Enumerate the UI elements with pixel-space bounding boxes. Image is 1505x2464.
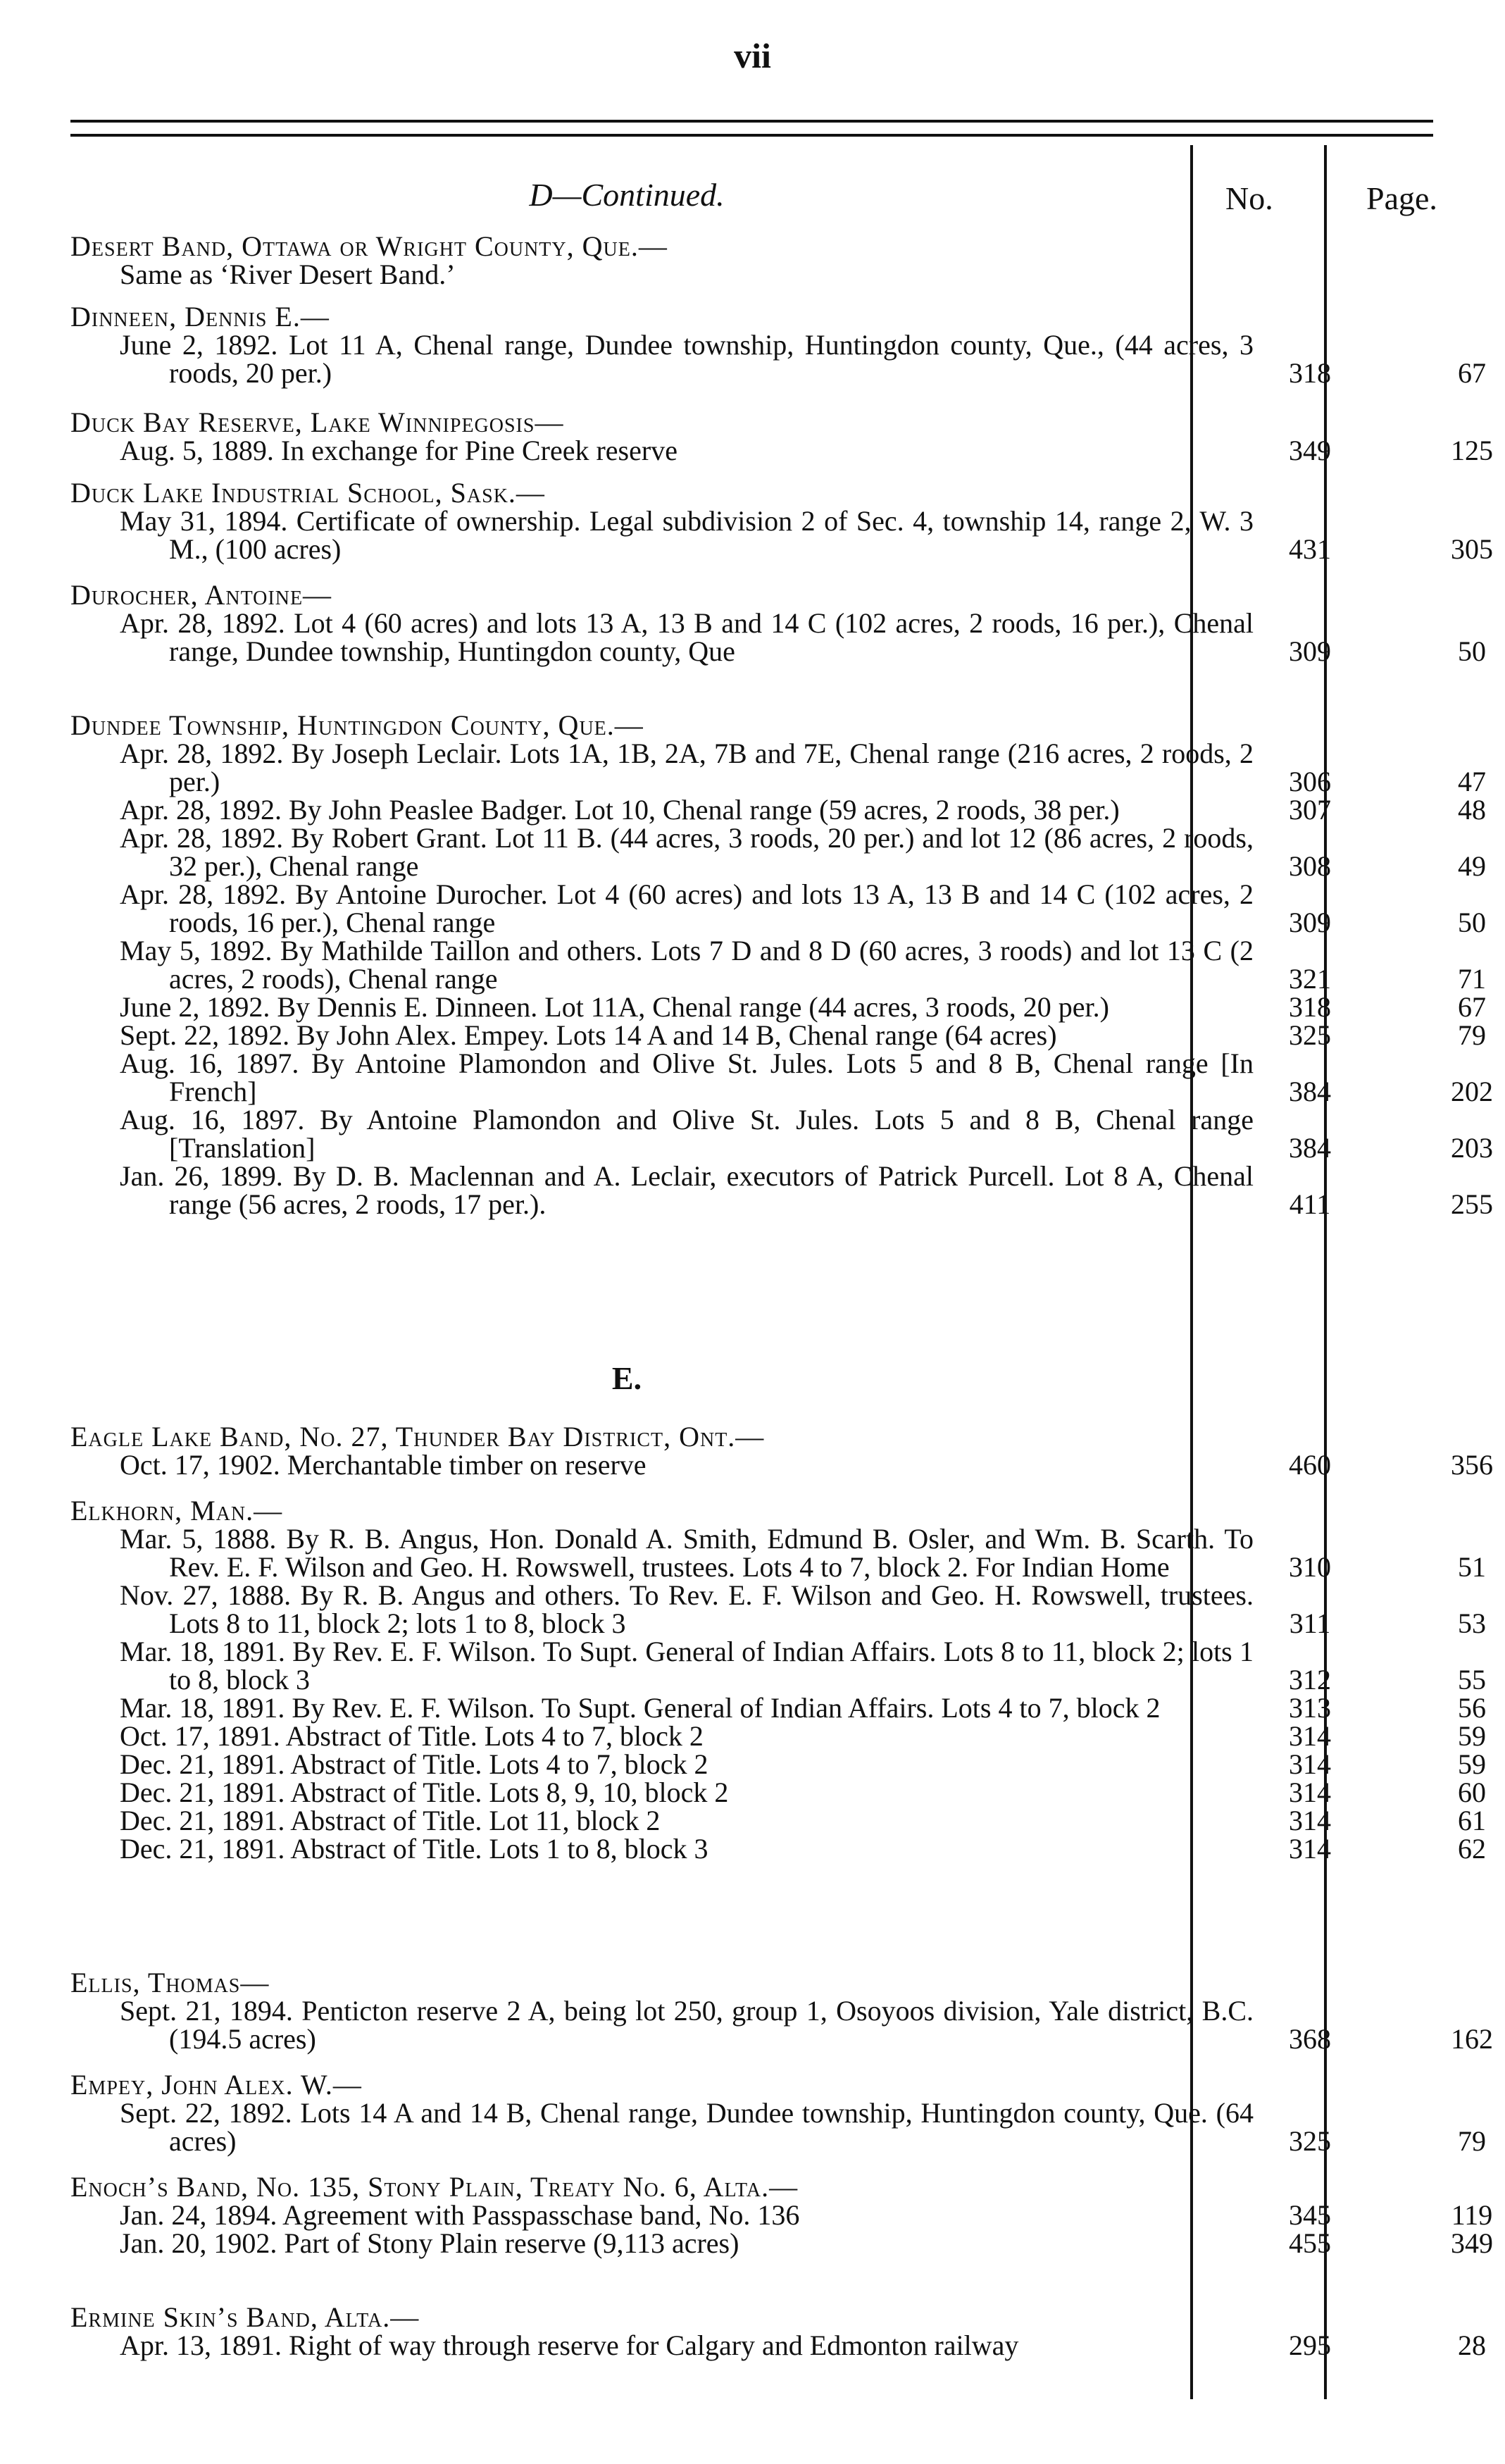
entry-page: 50 xyxy=(1458,635,1486,667)
entry-text: Sept. 22, 1892. Lots 14 A and 14 B, Chenal range, Dundee township, Huntingdon county, Que. (64 acres) xyxy=(120,2097,1254,2157)
index-entry xyxy=(70,1748,1486,1780)
entry-number: 306 xyxy=(1289,766,1331,797)
entry-page: 56 xyxy=(1458,1692,1486,1724)
entry-page: 50 xyxy=(1458,907,1486,938)
index-entry xyxy=(70,1449,1493,1481)
entry-number: 460 xyxy=(1289,1449,1331,1481)
entry-page: 62 xyxy=(1458,1833,1486,1865)
entry-number: 384 xyxy=(1289,1076,1331,1107)
entry-text: Oct. 17, 1891. Abstract of Title. Lots 4 to 7, block 2 xyxy=(120,1720,704,1752)
group-heading: Duck Lake Industrial School, Sask.— xyxy=(70,477,545,509)
entry-number: 411 xyxy=(1289,1188,1331,1220)
entry-page: 48 xyxy=(1458,794,1486,826)
entry-number: 314 xyxy=(1289,1748,1331,1780)
entry-number: 325 xyxy=(1289,1019,1331,1051)
entry-text: May 5, 1892. By Mathilde Taillon and others. Lots 7 D and 8 D (60 acres, 3 roods) and lot 13 C (2 acres, 2 roods), Chenal range xyxy=(120,935,1254,995)
entry-text: May 31, 1894. Certificate of ownership. Legal subdivision 2 of Sec. 4, township 14, range 2, W. 3 M., (100 acres) xyxy=(120,505,1254,565)
entry-number: 308 xyxy=(1289,850,1331,882)
index-entry xyxy=(70,935,1486,995)
section-d-continued-heading: D—Continued. xyxy=(529,177,725,213)
column-header-page: Page. xyxy=(1366,180,1437,216)
entry-text: Apr. 28, 1892. By Antoine Durocher. Lot 4 (60 acres) and lots 13 A, 13 B and 14 C (102 acres, 2 roods, 16 per.), Chenal range xyxy=(120,878,1254,938)
entry-number: 318 xyxy=(1289,991,1331,1023)
index-group-duck-bay-reserve xyxy=(70,406,1493,466)
group-heading: Desert Band, Ottawa or Wright County, Que.— xyxy=(70,230,668,262)
entry-text: Aug. 16, 1897. By Antoine Plamondon and Olive St. Jules. Lots 5 and 8 B, Chenal range [In French] xyxy=(120,1047,1254,1107)
entry-number: 309 xyxy=(1289,635,1331,667)
group-heading: Elkhorn, Man.— xyxy=(70,1495,283,1526)
index-entry xyxy=(70,2199,1493,2231)
index-group-empey xyxy=(70,2069,1486,2157)
entry-page: 49 xyxy=(1458,850,1486,882)
group-heading: Empey, John Alex. W.— xyxy=(70,2069,362,2101)
entry-number: 312 xyxy=(1289,1664,1331,1695)
header-rule-top xyxy=(70,120,1433,123)
entry-page: 47 xyxy=(1458,766,1486,797)
index-entry xyxy=(70,1995,1493,2055)
group-heading: Durocher, Antoine— xyxy=(70,579,332,611)
entry-text: June 2, 1892. Lot 11 A, Chenal range, Dundee township, Huntingdon county, Que., (44 acres, 3 roods, 20 per.) xyxy=(120,329,1254,389)
entry-number: 318 xyxy=(1289,357,1331,389)
entry-number: 314 xyxy=(1289,1720,1331,1752)
entry-text: Apr. 28, 1892. By Joseph Leclair. Lots 1A, 1B, 2A, 7B and 7E, Chenal range (216 acres, 2 roods, 2 per.) xyxy=(120,738,1254,797)
entry-page: 71 xyxy=(1458,963,1486,995)
index-entry xyxy=(70,329,1486,389)
index-group-desert-band xyxy=(70,232,1433,289)
entry-page: 60 xyxy=(1458,1777,1486,1808)
index-entry xyxy=(70,1019,1486,1051)
entry-page: 28 xyxy=(1458,2329,1486,2361)
entry-text: Jan. 20, 1902. Part of Stony Plain reserve (9,113 acres) xyxy=(120,2227,739,2259)
index-group-elkhorn xyxy=(70,1495,1486,1865)
entry-text: Aug. 5, 1889. In exchange for Pine Creek reserve xyxy=(120,435,677,466)
entry-page: 53 xyxy=(1458,1607,1486,1639)
entry-page: 67 xyxy=(1458,357,1486,389)
entry-page: 55 xyxy=(1458,1664,1486,1695)
index-entry xyxy=(70,1805,1486,1836)
entry-text: Apr. 13, 1891. Right of way through reserve for Calgary and Edmonton railway xyxy=(120,2329,1019,2361)
column-header-no: No. xyxy=(1225,180,1273,216)
entry-text: June 2, 1892. By Dennis E. Dinneen. Lot 11A, Chenal range (44 acres, 3 roods, 20 per.) xyxy=(120,991,1109,1023)
entry-text: Apr. 28, 1892. By John Peaslee Badger. Lot 10, Chenal range (59 acres, 2 roods, 38 per.) xyxy=(120,794,1120,826)
index-entry xyxy=(70,1104,1493,1164)
index-entry xyxy=(70,1692,1486,1724)
entry-text: Apr. 28, 1892. Lot 4 (60 acres) and lots 13 A, 13 B and 14 C (102 acres, 2 roods, 16 per.), Chenal range, Dundee township, Huntingdon county, Que xyxy=(120,607,1254,667)
entry-text: Oct. 17, 1902. Merchantable timber on reserve xyxy=(120,1449,647,1481)
entry-text: Jan. 26, 1899. By D. B. Maclennan and A. Leclair, executors of Patrick Purcell. Lot 8 A, Chenal range (56 acres, 2 roods, 17 per.). xyxy=(120,1160,1254,1220)
entry-number: 368 xyxy=(1289,2023,1331,2055)
group-heading: Dinneen, Dennis E.— xyxy=(70,301,330,332)
group-heading: Eagle Lake Band, No. 27, Thunder Bay District, Ont.— xyxy=(70,1421,765,1452)
entry-text: Dec. 21, 1891. Abstract of Title. Lot 11, block 2 xyxy=(120,1805,661,1836)
entry-text: Aug. 16, 1897. By Antoine Plamondon and Olive St. Jules. Lots 5 and 8 B, Chenal range [Translation] xyxy=(120,1104,1254,1164)
entry-number: 313 xyxy=(1289,1692,1331,1724)
entry-page: 59 xyxy=(1458,1720,1486,1752)
entry-text: Mar. 18, 1891. By Rev. E. F. Wilson. To Supt. General of Indian Affairs. Lots 4 to 7, block 2 xyxy=(120,1692,1161,1724)
entry-number: 325 xyxy=(1289,2125,1331,2157)
entry-text: Sept. 21, 1894. Penticton reserve 2 A, being lot 250, group 1, Osoyoos division, Yale district, B.C. (194.5 acres) xyxy=(120,1995,1254,2055)
index-entry xyxy=(70,1523,1486,1583)
entry-text: Mar. 18, 1891. By Rev. E. F. Wilson. To Supt. General of Indian Affairs. Lots 8 to 11, block 2; lots 1 to 8, block 3 xyxy=(120,1636,1254,1695)
entry-text: Mar. 5, 1888. By R. B. Angus, Hon. Donald A. Smith, Edmund B. Osler, and Wm. B. Scarth. To Rev. E. F. Wilson and Geo. H. Rowswell, trustees. Lots 4 to 7, block 2. For Indian Home xyxy=(120,1523,1254,1583)
entry-page: 356 xyxy=(1451,1449,1493,1481)
index-entry xyxy=(70,2329,1486,2361)
entry-text: Nov. 27, 1888. By R. B. Angus and others. To Rev. E. F. Wilson and Geo. H. Rowswell, trustees. Lots 8 to 11, block 2; lots 1 to 8, block 3 xyxy=(120,1579,1254,1639)
entry-page: 79 xyxy=(1458,2125,1486,2157)
entry-number: 384 xyxy=(1289,1132,1331,1164)
index-entry xyxy=(70,1833,1486,1865)
entry-number: 310 xyxy=(1289,1551,1331,1583)
index-group-ellis xyxy=(70,1967,1493,2055)
entry-page: 203 xyxy=(1451,1132,1493,1164)
entry-number: 349 xyxy=(1289,435,1331,466)
index-entry xyxy=(70,1160,1493,1220)
entry-text: Dec. 21, 1891. Abstract of Title. Lots 1 to 8, block 3 xyxy=(120,1833,708,1865)
index-group-ermine-skins-band xyxy=(70,2301,1486,2361)
entry-page: 119 xyxy=(1451,2199,1493,2231)
index-entry xyxy=(70,794,1486,826)
page-number: vii xyxy=(734,36,771,75)
index-entry xyxy=(70,1636,1486,1695)
index-entry xyxy=(70,2227,1493,2259)
index-entry xyxy=(70,2097,1486,2157)
entry-page: 349 xyxy=(1451,2227,1493,2259)
entry-number: 295 xyxy=(1289,2329,1331,2361)
entry-number: 431 xyxy=(1289,533,1331,565)
index-entry xyxy=(70,1777,1486,1808)
entry-number: 307 xyxy=(1289,794,1331,826)
entry-text: Sept. 22, 1892. By John Alex. Empey. Lots 14 A and 14 B, Chenal range (64 acres) xyxy=(120,1019,1057,1051)
entry-text: Jan. 24, 1894. Agreement with Passpasschase band, No. 136 xyxy=(120,2199,800,2231)
index-group-duck-lake-school xyxy=(70,477,1493,565)
entry-number: 314 xyxy=(1289,1805,1331,1836)
index-entry xyxy=(70,822,1486,882)
entry-number: 455 xyxy=(1289,2227,1331,2259)
entry-text: Apr. 28, 1892. By Robert Grant. Lot 11 B. (44 acres, 3 roods, 20 per.) and lot 12 (86 acres, 2 roods, 32 per.), Chenal range xyxy=(120,822,1254,882)
entry-text: Dec. 21, 1891. Abstract of Title. Lots 4 to 7, block 2 xyxy=(120,1748,708,1780)
group-heading: Dundee Township, Huntingdon County, Que.— xyxy=(70,709,644,741)
group-heading: Duck Bay Reserve, Lake Winnipegosis— xyxy=(70,406,564,438)
entry-text: Dec. 21, 1891. Abstract of Title. Lots 8, 9, 10, block 2 xyxy=(120,1777,729,1808)
index-entry xyxy=(70,435,1493,466)
entry-number: 314 xyxy=(1289,1777,1331,1808)
entry-page: 255 xyxy=(1451,1188,1493,1220)
entry-page: 67 xyxy=(1458,991,1486,1023)
entry-number: 311 xyxy=(1289,1607,1331,1639)
entry-page: 61 xyxy=(1458,1805,1486,1836)
entry-page: 162 xyxy=(1451,2023,1493,2055)
section-e-heading: E. xyxy=(611,1360,642,1396)
group-heading: Ellis, Thomas— xyxy=(70,1967,270,1998)
entry-page: 59 xyxy=(1458,1748,1486,1780)
group-heading: Ermine Skin’s Band, Alta.— xyxy=(70,2301,420,2333)
entry-number: 314 xyxy=(1289,1833,1331,1865)
entry-page: 79 xyxy=(1458,1019,1486,1051)
index-entry xyxy=(70,607,1486,667)
entry-page: 51 xyxy=(1458,1551,1486,1583)
entry-number: 321 xyxy=(1289,963,1331,995)
group-heading: Enoch’s Band, No. 135, Stony Plain, Treaty No. 6, Alta.— xyxy=(70,2171,799,2203)
index-entry xyxy=(70,991,1486,1023)
index-entry xyxy=(70,878,1486,938)
index-group-dinneen xyxy=(70,301,1486,389)
index-entry xyxy=(70,505,1493,565)
index-group-durocher xyxy=(70,579,1486,667)
header-rule-bottom xyxy=(70,134,1433,137)
index-entry xyxy=(70,738,1486,797)
group-note: Same as ‘River Desert Band.’ xyxy=(120,259,456,290)
entry-page: 202 xyxy=(1451,1076,1493,1107)
index-entry xyxy=(70,1720,1486,1752)
index-entry xyxy=(70,1579,1486,1639)
entry-number: 345 xyxy=(1289,2199,1331,2231)
entry-page: 305 xyxy=(1451,533,1493,565)
index-group-eagle-lake-band xyxy=(70,1421,1493,1481)
entry-number: 309 xyxy=(1289,907,1331,938)
index-group-dundee-township xyxy=(70,709,1493,1220)
index-group-enochs-band xyxy=(70,2171,1493,2259)
index-entry xyxy=(70,1047,1493,1107)
entry-page: 125 xyxy=(1451,435,1493,466)
